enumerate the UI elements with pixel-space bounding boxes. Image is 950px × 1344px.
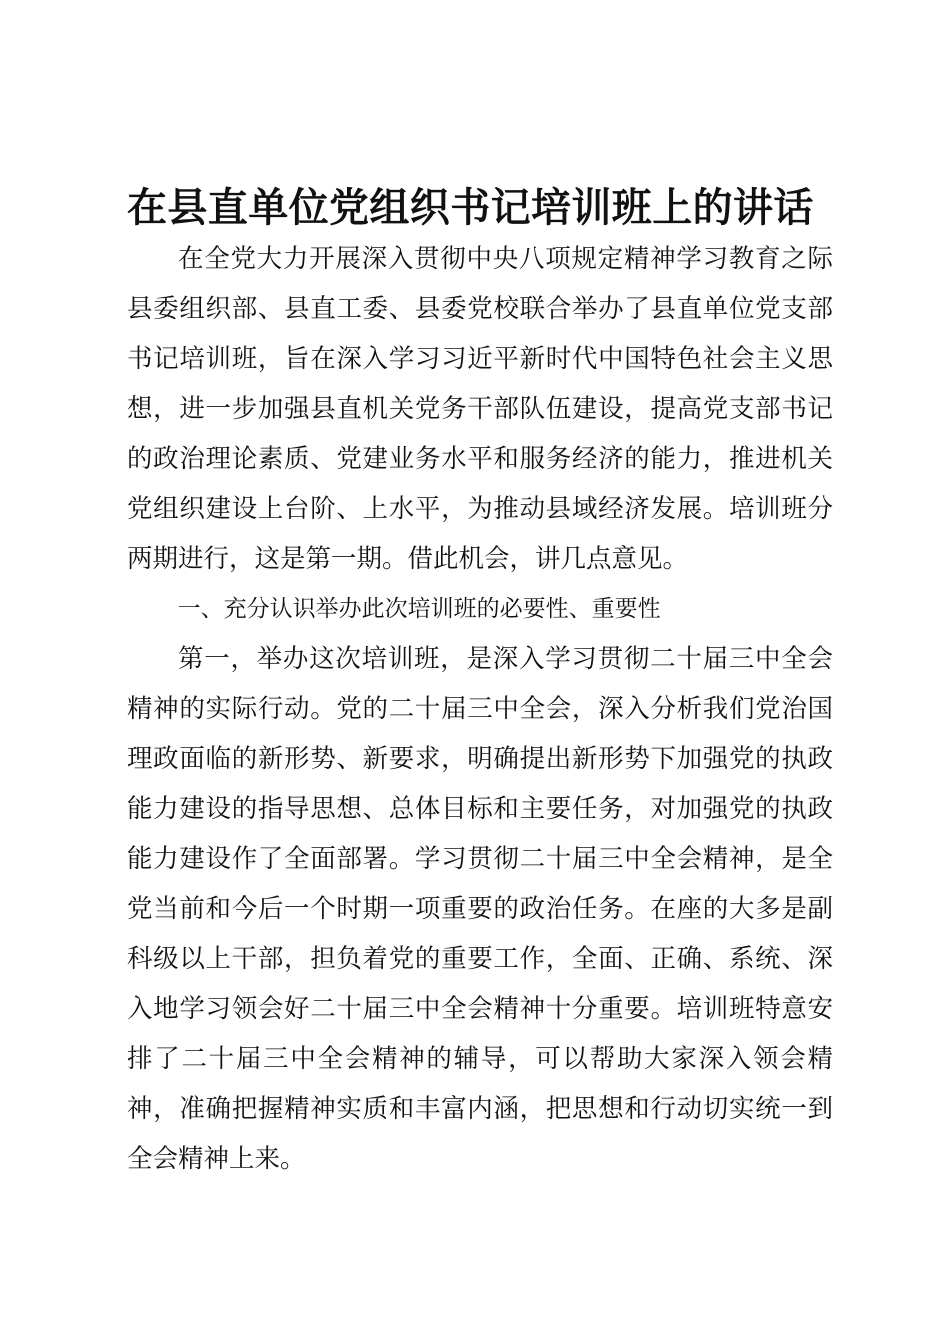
intro-paragraph: 在全党大力开展深入贯彻中央八项规定精神学习教育之际县委组织部、县直工委、县委党校联合举办了县直单位党支部书记培训班，旨在深入学习习近平新时代中国特色社会主义思想，进一步加强县直机关党务干部队伍建设，提高党支部书记的政治理论素质、党建业务水平和服务经济的能力，推进机关党组织建设上台阶、上水平，为推动县域经济发展。培训班分两期进行，这是第一期。借此机会，讲几点意见。: [127, 244, 833, 574]
document-title: 在县直单位党组织书记培训班上的讲话: [127, 184, 814, 231]
document-body: [127, 182, 833, 1184]
section-paragraph: 第一，举办这次培训班，是深入学习贯彻二十届三中全会精神的实际行动。党的二十届三中全会，深入分析我们党治国理政面临的新形势、新要求，明确提出新形势下加强党的执政能力建设的指导思想、总体目标和主要任务，对加强党的执政能力建设作了全面部署。学习贯彻二十届三中全会精神，是全党当前和今后一个时期一项重要的政治任务。在座的大多是副科级以上干部，担负着党的重要工作，全面、正确、系统、深入地学习领会好二十届三中全会精神十分重要。培训班特意安排了二十届三中全会精神的辅导，可以帮助大家深入领会精神，准确把握精神实质和丰富内涵，把思想和行动切实统一到全会精神上来。: [127, 644, 833, 1174]
section-heading: 一、充分认识举办此次培训班的必要性、重要性: [177, 596, 661, 622]
